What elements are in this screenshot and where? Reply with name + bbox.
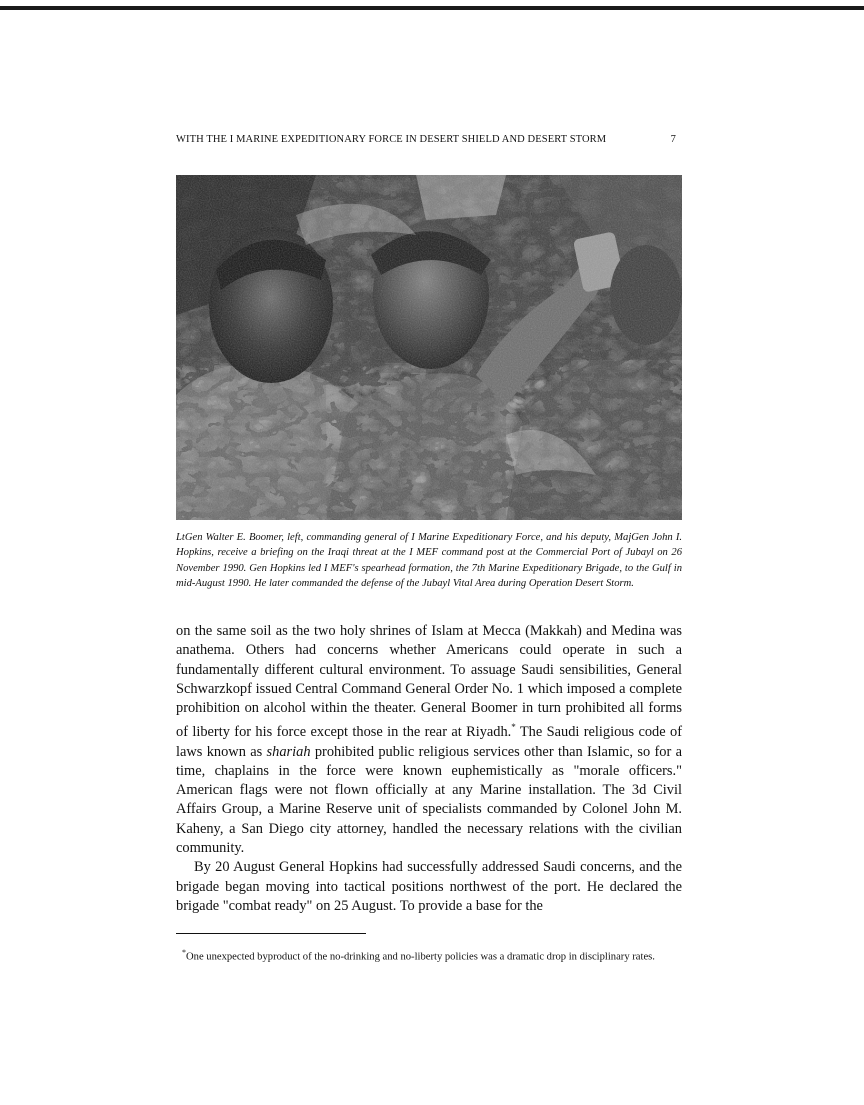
running-title: WITH THE I MARINE EXPEDITIONARY FORCE IN DESERT SHIELD AND DESERT STORM bbox=[176, 134, 607, 145]
photo-image bbox=[176, 175, 682, 520]
shariah-term: shariah bbox=[266, 743, 311, 760]
paragraph-1 bbox=[176, 622, 682, 858]
footnote-marker[interactable]: * bbox=[511, 722, 516, 733]
paragraph-1-part-c: prohibited public religious services other than Islamic, so for a time, chaplains in the force were known euphemistically as "morale officers." American flags were not flown officially at any Marine installation. The 3d Civil Affairs Group, a Marine Reserve unit of specialists commanded by Colonel John M. Kaheny, a San Diego city attorney, handled the necessary relations with the civilian community. bbox=[176, 743, 682, 857]
page-number: 7 bbox=[670, 134, 676, 145]
body-text bbox=[176, 622, 682, 916]
paragraph-1-part-a: on the same soil as the two holy shrines of Islam at Mecca (Makkah) and Medina was anathema. Others had concerns whether Americans could operate in such a fundamentally different cultural environment. To assuage Saudi sensibilities, General Schwarzkopf issued Central Command General Order No. 1 which imposed a complete prohibition on alcohol within the theater. General Boomer in turn prohibited all forms of liberty for his force except those in the rear at Riyadh. bbox=[176, 623, 682, 741]
footnote-text: One unexpected byproduct of the no-drinking and no-liberty policies was a dramatic drop in disciplinary rates. bbox=[186, 951, 655, 963]
paragraph-1-part-b: The Saudi religious code of laws known as bbox=[176, 724, 682, 760]
briefing-photo bbox=[176, 175, 682, 520]
footnote bbox=[176, 945, 682, 965]
footnote-divider bbox=[176, 933, 366, 934]
footnote-mark: * bbox=[182, 948, 186, 957]
paragraph-2: By 20 August General Hopkins had successfully addressed Saudi concerns, and the brigade began moving into tactical positions northwest of the port. He declared the brigade "combat ready" on 25 August. To provide a base for the bbox=[176, 859, 682, 914]
top-border-rule bbox=[0, 6, 864, 10]
photo-caption: LtGen Walter E. Boomer, left, commanding general of I Marine Expeditionary Force, and his deputy, MajGen John I. Hopkins, receive a briefing on the Iraqi threat at the I MEF command post at the Commercial Port of Jubayl on 26 November 1990. Gen Hopkins led I MEF's spearhead formation, the 7th Marine Expeditionary Brigade, to the Gulf in mid-August 1990. He later commanded the defense of the Jubayl Vital Area during Operation Desert Storm. bbox=[176, 532, 682, 590]
